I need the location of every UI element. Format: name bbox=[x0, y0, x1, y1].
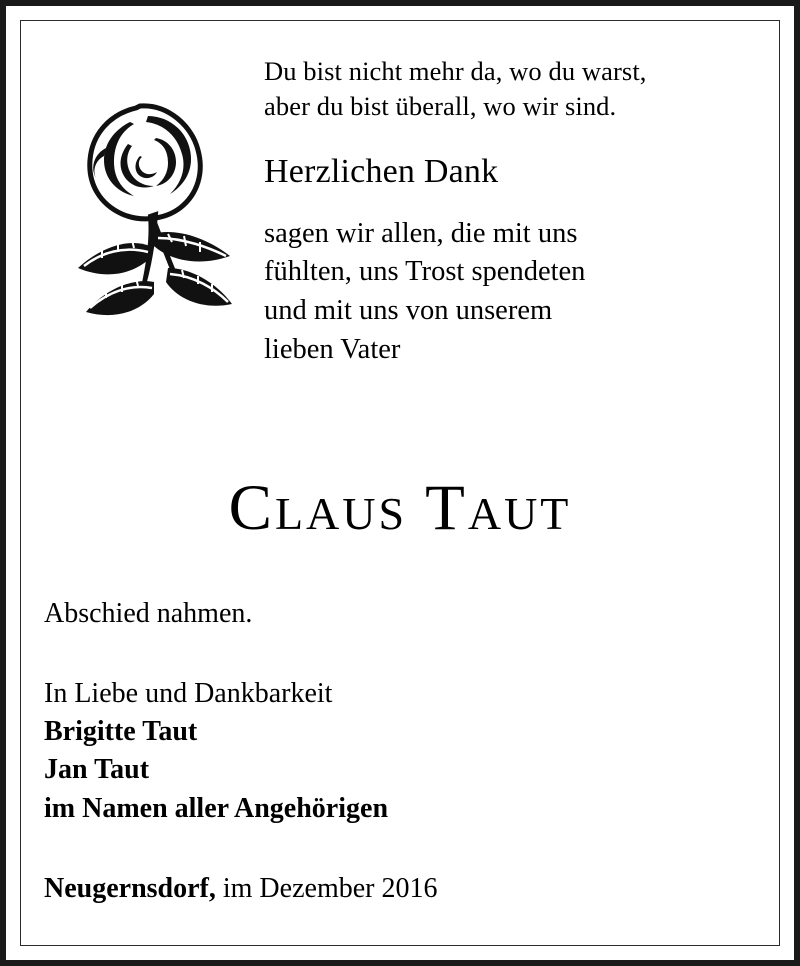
top-text-block bbox=[264, 54, 764, 370]
thanks-body-line: und mit uns von unserem bbox=[264, 295, 553, 327]
place-date-line bbox=[44, 871, 764, 907]
thanks-body-line: sagen wir allen, die mit uns bbox=[264, 217, 578, 249]
notice-content bbox=[36, 36, 764, 938]
epitaph-line: Du bist nicht mehr da, wo du warst, bbox=[264, 56, 647, 86]
farewell-line: Abschied nahmen. bbox=[44, 598, 253, 629]
thanks-body-line: fühlten, uns Trost spendeten bbox=[264, 256, 586, 288]
thanks-heading: Herzlichen Dank bbox=[264, 152, 499, 190]
deceased-name: Claus Taut bbox=[228, 472, 572, 544]
epitaph bbox=[264, 54, 764, 124]
date: im Dezember 2016 bbox=[215, 872, 438, 904]
place: Neugernsdorf, bbox=[44, 872, 216, 904]
lower-text-block bbox=[44, 596, 764, 907]
gratitude-line: In Liebe und Dankbarkeit bbox=[44, 678, 333, 710]
family-member: Jan Taut bbox=[44, 754, 150, 786]
epitaph-line: aber du bist überall, wo wir sind. bbox=[264, 90, 617, 121]
thanks-body bbox=[264, 215, 764, 370]
family-member: im Namen aller Angehörigen bbox=[44, 793, 389, 825]
rose-icon bbox=[44, 86, 259, 336]
thanks-body-line: lieben Vater bbox=[264, 333, 401, 365]
family-member: Brigitte Taut bbox=[44, 715, 198, 747]
